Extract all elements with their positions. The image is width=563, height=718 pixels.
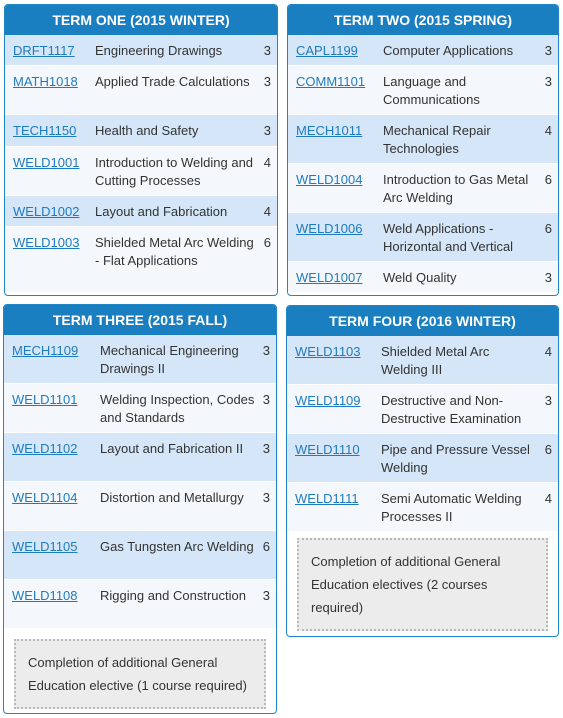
course-row xyxy=(287,336,558,385)
course-credits: 3 xyxy=(262,343,270,358)
course-code-link[interactable]: COMM1101 xyxy=(296,74,366,89)
course-code-link[interactable]: MATH1018 xyxy=(13,74,78,89)
course-row xyxy=(5,35,277,66)
course-credits: 3 xyxy=(263,43,271,58)
term-one-title: TERM ONE (2015 WINTER) xyxy=(5,5,277,35)
course-name: Health and Safety xyxy=(95,123,199,138)
course-name: Introduction to Gas Metal Arc Welding xyxy=(383,172,529,205)
term-one-panel xyxy=(4,4,278,296)
course-name: Distortion and Metallurgy xyxy=(100,490,244,505)
course-row xyxy=(4,482,276,531)
elective-note: Completion of additional General Education electives (2 courses required) xyxy=(297,538,548,631)
course-credits: 3 xyxy=(263,123,271,138)
course-name: Mechanical Engineering Drawings II xyxy=(100,343,239,376)
course-credits: 4 xyxy=(544,491,552,506)
course-name: Shielded Metal Arc Welding - Flat Applications xyxy=(95,235,254,268)
term-three-title: TERM THREE (2015 FALL) xyxy=(4,305,276,335)
course-row xyxy=(5,147,277,196)
course-code-link[interactable]: CAPL1199 xyxy=(296,43,358,58)
course-credits: 4 xyxy=(544,344,552,359)
course-credits: 4 xyxy=(263,155,271,170)
course-name: Language and Communications xyxy=(383,74,480,107)
term-four-title: TERM FOUR (2016 WINTER) xyxy=(287,306,558,336)
course-code-link[interactable]: WELD1103 xyxy=(295,344,361,359)
course-credits: 3 xyxy=(262,392,270,407)
course-row xyxy=(5,196,277,227)
course-credits: 6 xyxy=(263,235,271,250)
course-name: Engineering Drawings xyxy=(95,43,223,58)
course-code-link[interactable]: WELD1003 xyxy=(13,235,80,250)
course-code-link[interactable]: WELD1108 xyxy=(12,588,78,603)
course-credits: 3 xyxy=(262,490,270,505)
course-code-link[interactable]: WELD1111 xyxy=(295,491,359,506)
course-row xyxy=(288,35,558,66)
term-two-title: TERM TWO (2015 SPRING) xyxy=(288,5,558,35)
course-code-link[interactable]: WELD1105 xyxy=(12,539,78,554)
course-credits: 4 xyxy=(544,123,552,138)
course-credits: 3 xyxy=(262,588,270,603)
course-row xyxy=(5,115,277,147)
course-name: Destructive and Non-Destructive Examination xyxy=(381,393,522,426)
course-name: Weld Applications - Horizontal and Vertical xyxy=(383,221,514,254)
course-code-link[interactable]: DRFT1117 xyxy=(13,43,75,58)
course-code-link[interactable]: WELD1004 xyxy=(296,172,363,187)
course-name: Rigging and Construction xyxy=(100,588,246,603)
course-code-link[interactable]: WELD1109 xyxy=(295,393,361,408)
course-name: Computer Applications xyxy=(383,43,514,58)
course-code-link[interactable]: WELD1006 xyxy=(296,221,363,236)
course-name: Layout and Fabrication II xyxy=(100,441,244,456)
course-name: Semi Automatic Welding Processes II xyxy=(381,491,522,524)
course-credits: 3 xyxy=(544,270,552,285)
course-row xyxy=(287,434,558,483)
course-code-link[interactable]: WELD1102 xyxy=(12,441,78,456)
course-code-link[interactable]: WELD1104 xyxy=(12,490,78,505)
course-credits: 6 xyxy=(262,539,270,554)
elective-note: Completion of additional General Education elective (1 course required) xyxy=(14,639,266,709)
course-name: Applied Trade Calculations xyxy=(95,74,250,89)
course-credits: 3 xyxy=(262,441,270,456)
course-row xyxy=(287,483,558,532)
term-two-panel xyxy=(287,4,559,296)
course-row xyxy=(288,164,558,213)
course-credits: 3 xyxy=(544,43,552,58)
course-code-link[interactable]: WELD1101 xyxy=(12,392,78,407)
course-row xyxy=(5,66,277,115)
course-row xyxy=(287,385,558,434)
course-code-link[interactable]: MECH1109 xyxy=(12,343,79,358)
course-row xyxy=(5,227,277,293)
course-name: Pipe and Pressure Vessel Welding xyxy=(381,442,530,475)
term-three-panel xyxy=(3,304,277,714)
course-name: Shielded Metal Arc Welding III xyxy=(381,344,490,377)
course-name: Weld Quality xyxy=(383,270,457,285)
term-four-panel xyxy=(286,305,559,637)
course-row xyxy=(4,384,276,433)
course-row xyxy=(4,433,276,482)
course-credits: 6 xyxy=(544,221,552,236)
course-credits: 4 xyxy=(263,204,271,219)
course-row xyxy=(288,115,558,164)
course-name: Layout and Fabrication xyxy=(95,204,228,219)
course-row xyxy=(288,66,558,115)
course-credits: 3 xyxy=(544,74,552,89)
course-name: Welding Inspection, Codes and Standards xyxy=(100,392,255,425)
course-code-link[interactable]: TECH1150 xyxy=(13,123,77,138)
course-credits: 3 xyxy=(263,74,271,89)
course-code-link[interactable]: WELD1110 xyxy=(295,442,360,457)
course-name: Introduction to Welding and Cutting Processes xyxy=(95,155,254,188)
course-row xyxy=(288,213,558,262)
course-code-link[interactable]: WELD1002 xyxy=(13,204,80,219)
course-code-link[interactable]: WELD1007 xyxy=(296,270,363,285)
course-credits: 6 xyxy=(544,172,552,187)
course-name: Mechanical Repair Technologies xyxy=(383,123,491,156)
course-row xyxy=(288,262,558,293)
course-row xyxy=(4,580,276,629)
course-row xyxy=(4,531,276,580)
course-credits: 6 xyxy=(544,442,552,457)
course-code-link[interactable]: MECH1011 xyxy=(296,123,363,138)
course-code-link[interactable]: WELD1001 xyxy=(13,155,80,170)
course-name: Gas Tungsten Arc Welding xyxy=(100,539,254,554)
course-row xyxy=(4,335,276,384)
course-credits: 3 xyxy=(544,393,552,408)
